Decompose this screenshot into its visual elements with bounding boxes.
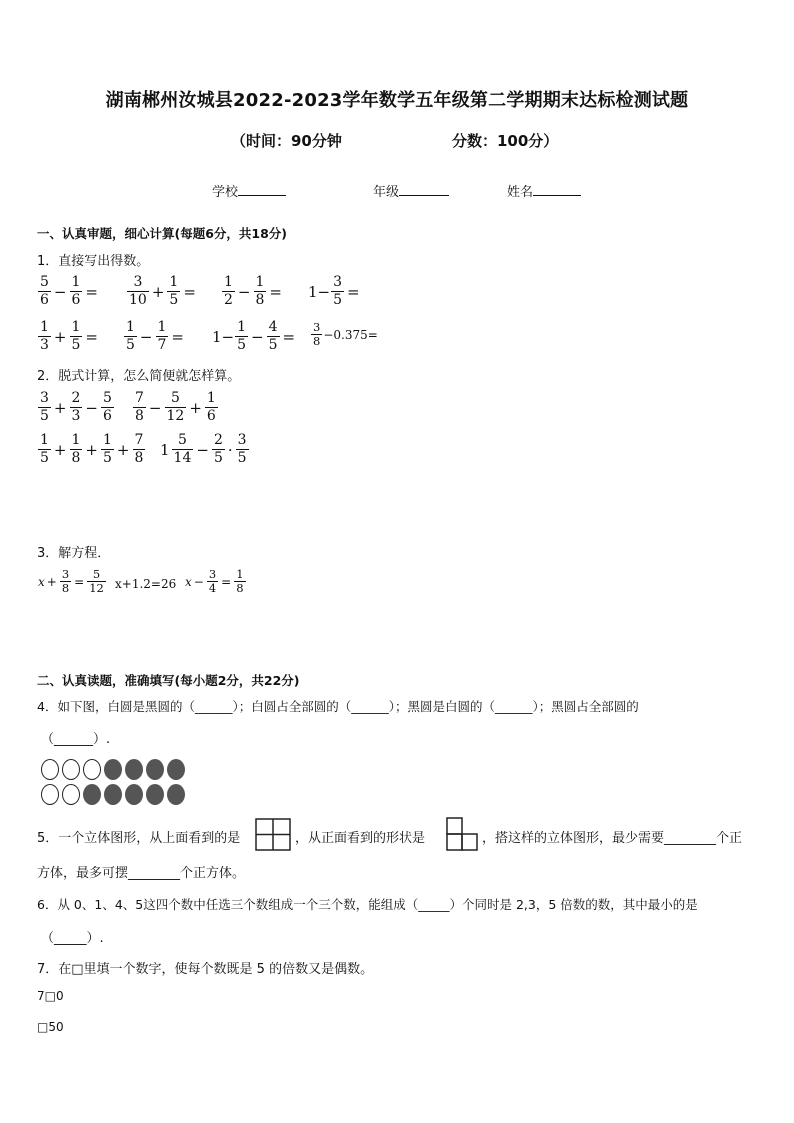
black-circle-icon — [167, 759, 185, 780]
q7-item-1: 7□0 — [37, 989, 64, 1003]
black-circle-icon — [146, 784, 164, 805]
circle-row-1 — [41, 759, 188, 780]
q1-expr-5: $\frac{1}{3}$ + $\frac{1}{5}$ = — [40, 319, 98, 353]
fraction: $\frac{1}{5}$ — [103, 432, 112, 466]
fraction: $\frac{3}{8}$ — [61, 567, 70, 595]
q6-line2: （_____）. — [41, 931, 104, 946]
black-circle-icon — [146, 759, 164, 780]
q2-expr-3: $\frac{1}{5}$ + $\frac{1}{8}$ + $\frac{1}{5}$ + $\frac{7}{8}$ — [40, 432, 144, 466]
fraction: $\frac{4}{5}$ — [268, 319, 278, 353]
q2-label: 2．脱式计算，怎么简便就怎样算。 — [37, 369, 241, 384]
name-field — [507, 181, 581, 200]
time-label: （时间：90分钟 — [231, 132, 342, 150]
black-circle-icon — [104, 784, 122, 805]
fraction: $\frac{5}{14}$ — [173, 432, 192, 466]
circle-row-2 — [41, 784, 188, 805]
top-view-figure — [255, 818, 291, 851]
q2-expr-2: $\frac{7}{8}$ − $\frac{5}{12}$ + $\frac{1}{6}$ — [135, 390, 216, 424]
fraction: $\frac{1}{8}$ — [236, 567, 244, 595]
q5-part1: 5．一个立体图形，从上面看到的是 — [37, 831, 241, 846]
fraction: $\frac{1}{5}$ — [40, 432, 49, 466]
fraction: $\frac{7}{8}$ — [135, 390, 144, 424]
black-circle-icon — [167, 784, 185, 805]
fraction: $\frac{3}{8}$ — [313, 320, 321, 348]
fraction: $\frac{1}{7}$ — [157, 319, 167, 353]
q2-expr-4: 1 $\frac{5}{14}$ − $\frac{2}{5}$ · $\frac{3}{5}$ — [160, 432, 247, 466]
white-circle-icon — [62, 784, 80, 805]
fraction: $\frac{1}{8}$ — [71, 432, 81, 466]
q1-expr-8: $\frac{3}{8}$ −0.375= — [313, 320, 378, 348]
q2-expr-1: $\frac{3}{5}$ + $\frac{2}{3}$ − $\frac{5}{6}$ — [40, 390, 112, 424]
fraction: $\frac{1}{6}$ — [71, 274, 81, 308]
section1-heading: 一、认真审题，细心计算(每题6分，共18分) — [37, 226, 288, 241]
q1-expr-2: $\frac{3}{10}$ + $\frac{1}{5}$ = — [129, 274, 196, 308]
page-title: 湖南郴州汝城县2022-2023学年数学五年级第二学期期末达标检测试题 — [105, 90, 689, 111]
q1-expr-7: 1− $\frac{1}{5}$ − $\frac{4}{5}$ = — [212, 319, 296, 353]
q4-text-cont: （______）. — [41, 732, 111, 747]
white-circle-icon — [41, 759, 59, 780]
q5-part3: ，搭这样的立体图形，最少需要________个正 — [482, 831, 743, 846]
fraction: $\frac{1}{3}$ — [40, 319, 49, 353]
black-circle-icon — [104, 759, 122, 780]
q3-label: 3．解方程． — [37, 546, 111, 561]
white-circle-icon — [41, 784, 59, 805]
grade-blank[interactable] — [399, 195, 449, 196]
fraction: $\frac{5}{6}$ — [103, 390, 112, 424]
q7-label: 7．在□里填一个数字，使每个数既是 5 的倍数又是偶数。 — [37, 962, 374, 977]
q5-part2: ，从正面看到的形状是 — [295, 831, 426, 846]
fraction: $\frac{3}{5}$ — [237, 432, 247, 466]
fraction: $\frac{1}{5}$ — [237, 319, 247, 353]
q7-item-2: □50 — [37, 1020, 64, 1034]
fraction: $\frac{2}{5}$ — [213, 432, 223, 466]
fraction: $\frac{3}{4}$ — [208, 567, 217, 595]
grade-label: 年级 — [373, 185, 400, 200]
fraction: $\frac{1}{2}$ — [224, 274, 233, 308]
fraction: $\frac{1}{5}$ — [71, 319, 81, 353]
q1-expr-3: $\frac{1}{2}$ − $\frac{1}{8}$ = — [224, 274, 282, 308]
black-circle-icon — [83, 784, 101, 805]
fraction: $\frac{1}{5}$ — [126, 319, 135, 353]
q6-line1: 6．从 0、1、4、5这四个数中任选三个数组成一个三个数，能组成（_____）个同时是 2,3，5 倍数的数，其中最小的是 — [37, 897, 698, 912]
q3-eq-1: x + $\frac{3}{8}$ = $\frac{5}{12}$ — [38, 567, 104, 595]
front-view-figure — [446, 817, 478, 851]
black-circle-icon — [125, 759, 143, 780]
q1-expr-6: $\frac{1}{5}$ − $\frac{1}{7}$ = — [126, 319, 184, 353]
section2-heading: 二、认真读题，准确填写(每小题2分，共22分) — [37, 673, 300, 688]
q1-expr-1: $\frac{5}{6}$ − $\frac{1}{6}$ = — [40, 274, 98, 308]
fraction: $\frac{7}{8}$ — [134, 432, 144, 466]
q1-label: 1．直接写出得数。 — [37, 254, 150, 269]
white-circle-icon — [83, 759, 101, 780]
fraction: $\frac{5}{6}$ — [40, 274, 49, 308]
fraction: $\frac{1}{6}$ — [206, 390, 216, 424]
q5-line2: 方体，最多可摆________个正方体。 — [37, 866, 246, 881]
score-label: 分数：100分） — [452, 132, 559, 150]
white-circle-icon — [62, 759, 80, 780]
fraction: $\frac{1}{5}$ — [169, 274, 179, 308]
q3-eq-2: x+1.2=26 — [115, 577, 177, 591]
fraction: $\frac{2}{3}$ — [71, 390, 81, 424]
name-blank[interactable] — [533, 195, 581, 196]
fraction: $\frac{1}{8}$ — [255, 274, 265, 308]
q3-eq-3: x − $\frac{3}{4}$ = $\frac{1}{8}$ — [185, 567, 244, 595]
grade-field — [373, 181, 449, 200]
school-label: 学校 — [212, 185, 239, 200]
fraction: $\frac{5}{12}$ — [166, 390, 185, 424]
q4-text: 4．如下图，白圆是黑圆的（______）；白圆占全部圆的（______）；黑圆是白圆的（______）；黑圆占全部圆的 — [37, 699, 639, 714]
fraction: $\frac{3}{5}$ — [333, 274, 343, 308]
fraction: $\frac{5}{12}$ — [89, 567, 104, 595]
q1-expr-4: 1− $\frac{3}{5}$ = — [308, 274, 360, 308]
name-label: 姓名 — [507, 185, 534, 200]
black-circle-icon — [125, 784, 143, 805]
school-blank[interactable] — [238, 195, 286, 196]
fraction: $\frac{3}{10}$ — [129, 274, 147, 308]
school-field — [212, 181, 286, 200]
fraction: $\frac{3}{5}$ — [40, 390, 49, 424]
